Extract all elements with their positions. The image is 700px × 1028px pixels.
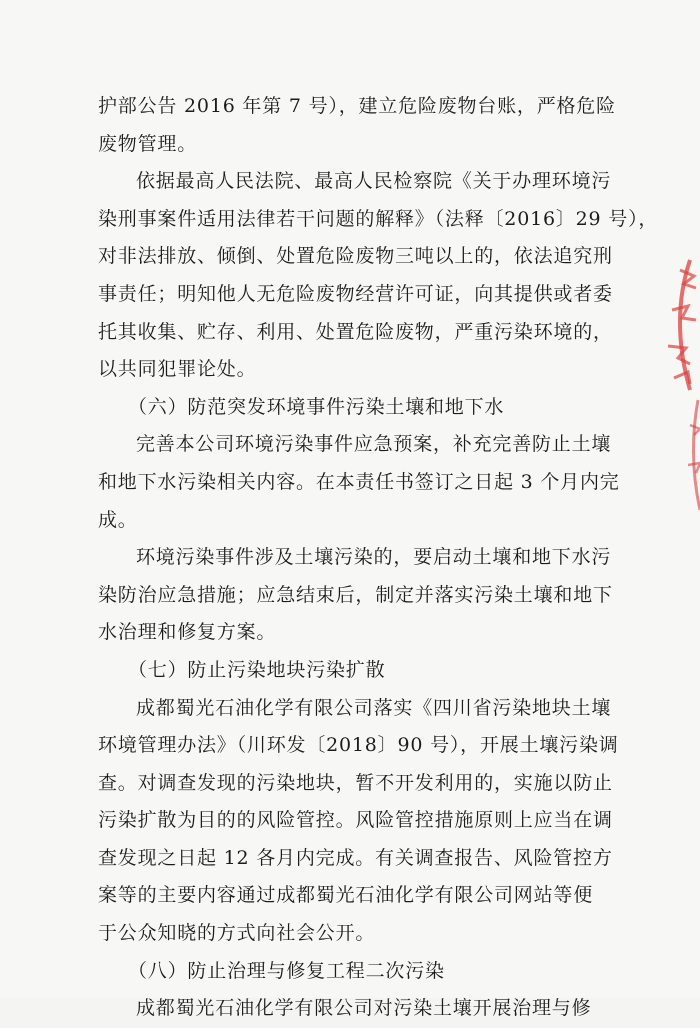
text-line: 染刑事案件适用法律若干问题的解释》（法释〔2016〕29 号）， xyxy=(98,207,659,230)
text-line: 成都蜀光石油化学有限公司对污染土壤开展治理与修 xyxy=(136,997,592,1020)
text-line: 事责任；明知他人无危险废物经营许可证，向其提供或者委 xyxy=(98,282,613,305)
text-line: 和地下水污染相关内容。在本责任书签订之日起 3 个月内完 xyxy=(98,470,620,493)
text-line: 成都蜀光石油化学有限公司落实《四川省污染地块土壤 xyxy=(136,696,612,719)
text-line: 成。 xyxy=(98,508,138,531)
text-line: 环境污染事件涉及土壤污染的，要启动土壤和地下水污 xyxy=(136,546,612,569)
text-line: 于公众知晓的方式向社会公开。 xyxy=(98,922,376,945)
text-line: 废物管理。 xyxy=(98,132,198,155)
section-heading-6: （六）防范突发环境事件污染土壤和地下水 xyxy=(128,395,505,418)
seal-stamp-fragment xyxy=(650,250,700,400)
text-line: 对非法排放、倾倒、处置危险废物三吨以上的，依法追究刑 xyxy=(98,245,613,268)
text-line: 依据最高人民法院、最高人民检察院《关于办理环境污 xyxy=(136,170,612,193)
text-line: 染防治应急措施；应急结束后，制定并落实污染土壤和地下 xyxy=(98,583,613,606)
text-line: 托其收集、贮存、利用、处置危险废物，严重污染环境的， xyxy=(98,320,613,343)
text-line: 水治理和修复方案。 xyxy=(98,621,277,644)
seal-stamp-fragment xyxy=(680,395,700,515)
section-heading-7: （七）防止污染地块污染扩散 xyxy=(128,658,386,681)
text-line: 完善本公司环境污染事件应急预案，补充完善防止土壤 xyxy=(136,433,612,456)
text-line: 查发现之日起 12 各月内完成。有关调查报告、风险管控方 xyxy=(98,846,613,869)
text-line: 以共同犯罪论处。 xyxy=(98,358,257,381)
text-line: 案等的主要内容通过成都蜀光石油化学有限公司网站等便 xyxy=(98,884,594,907)
document-body xyxy=(98,88,659,1028)
text-line: 环境管理办法》（川环发〔2018〕90 号），开展土壤污染调 xyxy=(98,734,619,757)
text-line: 护部公告 2016 年第 7 号），建立危险废物台账，严格危险 xyxy=(98,95,616,117)
section-heading-8: （八）防止治理与修复工程二次污染 xyxy=(128,959,445,982)
text-line: 查。对调查发现的污染地块，暂不开发利用的，实施以防止 xyxy=(98,771,613,794)
text-line: 污染扩散为目的的风险管控。风险管控措施原则上应当在调 xyxy=(98,809,613,832)
